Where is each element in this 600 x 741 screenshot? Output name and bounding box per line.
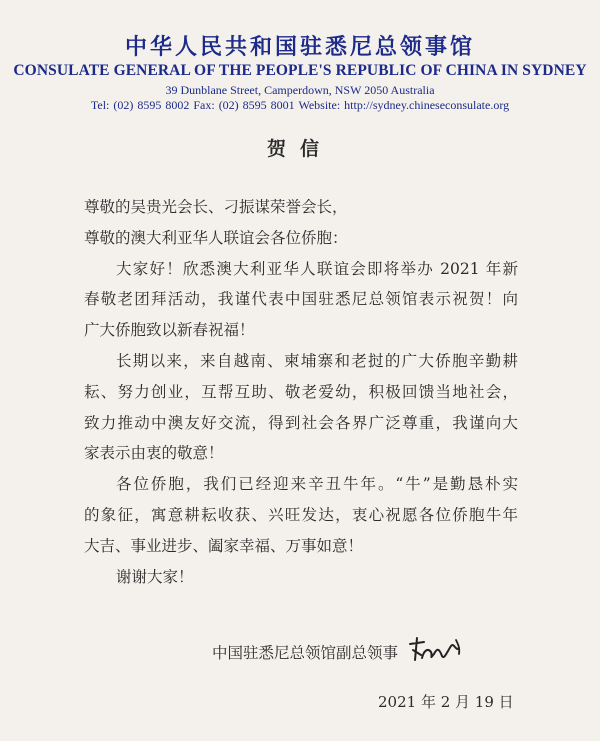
consulate-name-chinese: 中华人民共和国驻悉尼总领事馆 bbox=[124, 34, 475, 60]
signer-title: 中国驻悉尼总领馆副总领事 bbox=[212, 644, 399, 662]
consulate-name-english: CONSULATE GENERAL OF THE PEOPLE'S REPUBLIC OF CHINA IN SYDNEY bbox=[13, 62, 587, 79]
paragraph-line: 长期以来，来自越南、柬埔寨和老挝的广大侨胞辛勤耕 bbox=[116, 351, 518, 370]
consulate-contact-info: Tel: (02) 8595 8002 Fax: (02) 8595 8001 Website: http://sydney.chineseconsulate.org bbox=[90, 98, 510, 112]
paragraph-line: 的象征，寓意耕耘收获、兴旺发达，衷心祝愿各位侨胞牛年 bbox=[84, 505, 518, 524]
salutation-line: 尊敬的澳大利亚华人联谊会各位侨胞： bbox=[84, 228, 348, 247]
salutation-line: 尊敬的吴贵光会长、刁振谋荣誉会长， bbox=[84, 198, 348, 216]
paragraph-line: 春敬老团拜活动，我谨代表中国驻悉尼总领馆表示祝贺！向 bbox=[84, 290, 518, 309]
paragraph-line: 家表示由衷的敬意！ bbox=[84, 444, 224, 463]
letter-date: 2021 年 2 月 19 日 bbox=[378, 693, 514, 711]
paragraph-line: 致力推动中澳友好交流，得到社会各界广泛尊重，我谨向大 bbox=[84, 413, 518, 432]
paragraph-line: 耘、努力创业，互帮互助、敬老爱幼，积极回馈当地社会， bbox=[84, 382, 518, 401]
paragraph-line: 大家好！欣悉澳大利亚华人联谊会即将举办 2021 年新 bbox=[116, 259, 518, 278]
handwritten-signature bbox=[404, 630, 484, 670]
paragraph-line: 大吉、事业进步、阖家幸福、万事如意！ bbox=[84, 536, 364, 555]
paragraph-line: 各位侨胞，我们已经迎来辛丑牛年。“牛”是勤恳朴实 bbox=[116, 475, 518, 494]
letter-body bbox=[84, 192, 518, 592]
consulate-address: 39 Dunblane Street, Camperdown, NSW 2050 Australia bbox=[165, 83, 435, 97]
letter-title: 贺信 bbox=[266, 138, 333, 160]
paragraph-line: 广大侨胞致以新春祝福！ bbox=[84, 321, 255, 340]
thanks-line: 谢谢大家！ bbox=[116, 567, 194, 586]
